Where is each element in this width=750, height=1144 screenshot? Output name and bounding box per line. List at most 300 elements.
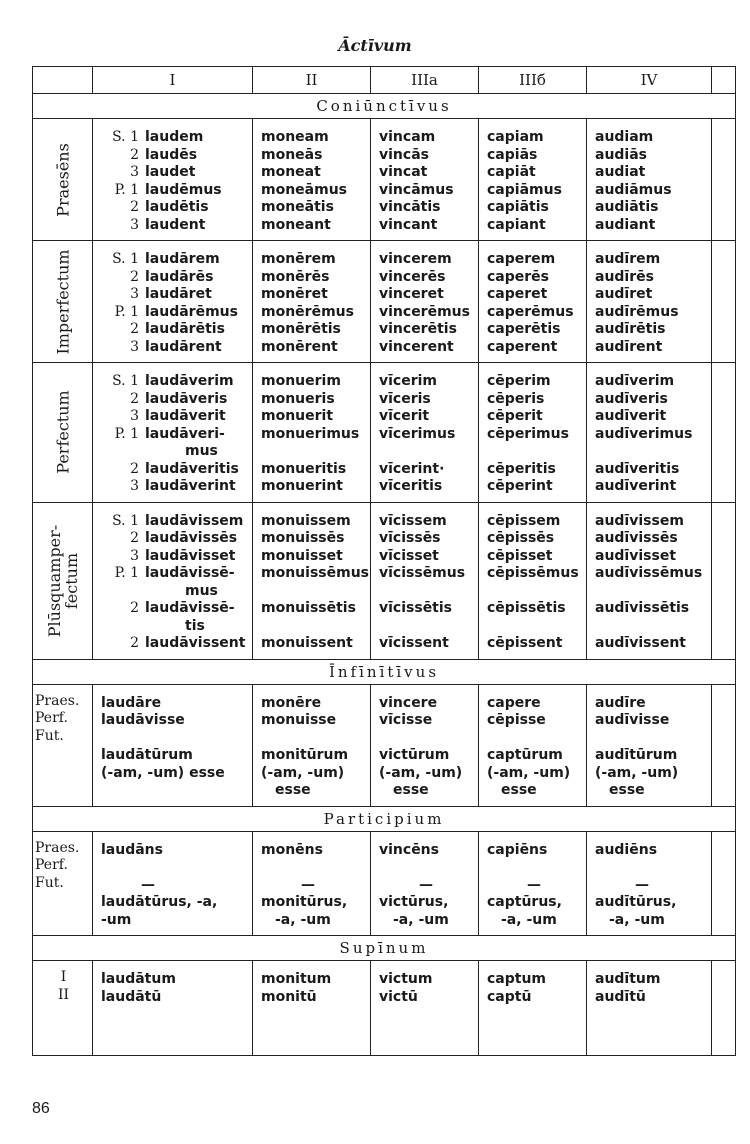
form-line [595, 443, 711, 461]
verb-form: vīcissent [379, 635, 449, 651]
form-line [487, 583, 586, 601]
form-line: laudātū [101, 988, 162, 1005]
verb-form: vīcerim [379, 373, 438, 389]
person-number: 3 [130, 286, 139, 302]
form-line [595, 373, 711, 391]
row-label: Praes. [35, 692, 80, 709]
conjugation-table [32, 66, 736, 1056]
verb-form: laudāverit [145, 408, 226, 424]
form-line: esse [609, 782, 645, 798]
verb-form: laudāvissē- [145, 600, 235, 616]
verb-form: audīverim [595, 373, 675, 389]
verb-form: vincerēs [379, 268, 446, 285]
verb-form: caperēs [487, 268, 549, 285]
form-line: victūrum [379, 747, 450, 763]
verb-form: vīcisset [379, 547, 439, 564]
form-line: -a, -um [609, 911, 665, 928]
verb-form: audiat [595, 164, 646, 180]
verb-form: audiātis [595, 199, 659, 215]
form-line [261, 408, 370, 426]
form-line [261, 321, 370, 339]
verb-form: vīcissētis [379, 600, 453, 616]
verb-form: laudārent [145, 338, 222, 355]
form-line: (-am, -um) [487, 764, 571, 781]
form-line [261, 461, 370, 479]
verb-form: caperētis [487, 321, 561, 337]
verb-form: caperēmus [487, 303, 574, 320]
form-cell [253, 241, 371, 363]
verb-form: vincerent [379, 338, 454, 355]
form-line [261, 565, 370, 583]
form-cell [479, 241, 587, 363]
verb-form: caperet [487, 286, 548, 302]
right-edge-cell [712, 684, 736, 806]
form-line [595, 182, 711, 200]
verb-form: capiāmus [487, 181, 562, 198]
form-line: audītūrus, [595, 894, 677, 910]
table-body [33, 67, 736, 1056]
verb-form: audīverimus [595, 425, 693, 442]
form-line: monuisse [261, 712, 337, 728]
verb-form: vīcissēs [379, 530, 441, 546]
form-line [487, 286, 586, 304]
form-line: monēre [261, 694, 322, 711]
form-line [101, 443, 252, 461]
verb-form: audīrēs [595, 268, 654, 285]
form-line [379, 391, 478, 409]
form-line: — [635, 876, 649, 893]
form-line [261, 583, 370, 601]
form-line [261, 530, 370, 548]
verb-form: laudāvissem [145, 512, 244, 529]
form-line [261, 217, 370, 235]
verb-form: cēperis [487, 390, 545, 407]
form-line: — [301, 876, 315, 893]
form-line [101, 269, 252, 287]
form-line [487, 182, 586, 200]
verb-form: audiās [595, 146, 648, 163]
form-line [487, 321, 586, 339]
verb-form: laudāvissent [145, 635, 246, 651]
form-line [101, 304, 252, 322]
form-line [487, 129, 586, 147]
verb-form: monērēmus [261, 303, 354, 320]
form-line [595, 199, 711, 217]
form-line [379, 182, 478, 200]
verb-form: mus [185, 582, 218, 599]
verb-form: laudāverint [145, 478, 236, 494]
verb-form: moneam [261, 129, 329, 145]
form-line: — [419, 876, 433, 893]
infinitivus-row [33, 684, 736, 806]
verb-form: vincerētis [379, 321, 457, 337]
form-line [487, 217, 586, 235]
form-cell [93, 119, 253, 241]
verb-form: caperem [487, 251, 556, 267]
form-line: vīcisse [379, 712, 433, 728]
form-line: capere [487, 694, 541, 711]
form-line [487, 635, 586, 653]
verb-form: monueris [261, 390, 335, 407]
form-line [261, 426, 370, 444]
person-number: S. 1 [112, 251, 139, 267]
form-line [101, 635, 252, 653]
verb-form: vīcerit [379, 408, 430, 424]
form-line [379, 321, 478, 339]
verb-form: laudāveris [145, 390, 228, 407]
form-line [379, 565, 478, 583]
person-number: 2 [130, 530, 139, 546]
form-line [595, 548, 711, 566]
form-cell [479, 961, 587, 1056]
form-line [487, 443, 586, 461]
conjugation-table-wrapper [32, 66, 735, 1056]
verb-form: audīvissem [595, 512, 684, 529]
form-line [487, 426, 586, 444]
verb-form: monuisset [261, 547, 343, 564]
verb-form: monēret [261, 286, 328, 302]
form-line: victum [379, 971, 433, 987]
form-cell [93, 241, 253, 363]
form-line [261, 443, 370, 461]
form-cell [587, 363, 712, 503]
person-number: 2 [130, 321, 139, 337]
verb-form: cēpissent [487, 635, 563, 651]
verb-form: cēperit [487, 408, 543, 424]
verb-form: laudet [145, 164, 196, 180]
verb-form: monuissēs [261, 530, 345, 546]
form-line: victūrus, [379, 894, 449, 910]
form-line [379, 443, 478, 461]
form-line [595, 618, 711, 636]
form-cell [587, 241, 712, 363]
form-line [595, 391, 711, 409]
tense-row [33, 241, 736, 363]
form-line: cēpisse [487, 712, 546, 728]
verb-form: cēpissēmus [487, 565, 579, 581]
form-cell [371, 961, 479, 1056]
form-line [379, 600, 478, 618]
tense-row [33, 363, 736, 503]
form-cell [587, 119, 712, 241]
form-line [261, 251, 370, 269]
form-line [101, 730, 252, 748]
form-line [261, 730, 370, 748]
form-line: laudāre [101, 694, 162, 711]
section-title: Īnfīnītīvus [33, 659, 736, 684]
verb-form: monērent [261, 338, 338, 355]
form-line [101, 600, 252, 618]
section-title: Participium [33, 806, 736, 831]
form-cell [587, 961, 712, 1056]
form-line [595, 426, 711, 444]
form-line [379, 635, 478, 653]
form-line [379, 618, 478, 636]
form-line: vincēns [379, 841, 439, 858]
form-cell [253, 502, 371, 659]
form-cell [479, 363, 587, 503]
form-line: audītūrum [595, 747, 678, 763]
form-line [487, 461, 586, 479]
form-cell [587, 684, 712, 806]
verb-form: cēperint [487, 478, 553, 494]
verb-form: cēperimus [487, 425, 569, 442]
row-label: Perf. [35, 710, 68, 726]
form-line [261, 286, 370, 304]
form-line: laudāvisse [101, 712, 185, 728]
form-line [379, 426, 478, 444]
form-line [101, 391, 252, 409]
verb-form: laudāvissē- [145, 565, 235, 581]
form-line: esse [275, 782, 311, 798]
verb-form: moneāmus [261, 181, 348, 198]
verb-form: vīceritis [379, 478, 443, 494]
right-edge-cell [712, 961, 736, 1056]
verb-form: audiāmus [595, 181, 672, 198]
person-number: 3 [130, 216, 139, 233]
verb-form: audīveris [595, 390, 668, 407]
form-line [379, 530, 478, 548]
person-number: 3 [130, 478, 139, 494]
form-line [261, 164, 370, 182]
form-line [261, 859, 370, 877]
column-header: IIIб [479, 67, 587, 94]
form-cell [371, 502, 479, 659]
verb-form: audīvisset [595, 547, 677, 564]
form-line [379, 373, 478, 391]
form-line [487, 269, 586, 287]
column-header: IV [587, 67, 712, 94]
form-line [379, 269, 478, 287]
form-line [379, 286, 478, 304]
verb-form: laudārēmus [145, 303, 238, 320]
form-line [595, 583, 711, 601]
verb-form: vincāmus [379, 181, 454, 198]
verb-form: monērēs [261, 268, 330, 285]
right-edge-cell [712, 363, 736, 503]
row-label: II [57, 986, 70, 1003]
form-line [261, 373, 370, 391]
verb-form: monuissem [261, 512, 351, 529]
form-cell [479, 502, 587, 659]
form-line [261, 147, 370, 165]
form-line [487, 164, 586, 182]
form-cell [93, 831, 253, 936]
form-line [101, 565, 252, 583]
form-line [595, 565, 711, 583]
form-line [101, 530, 252, 548]
form-line [101, 478, 252, 496]
section-row [33, 806, 736, 831]
tense-label-text: Plūsquamper- fectum [44, 524, 81, 637]
form-cell [371, 831, 479, 936]
verb-form: capiam [487, 129, 544, 145]
person-number: 2 [130, 268, 139, 285]
form-line [379, 583, 478, 601]
form-line: -a, -um [393, 911, 449, 928]
form-line [101, 408, 252, 426]
form-line [595, 600, 711, 618]
form-cell [371, 119, 479, 241]
tense-label [33, 363, 93, 503]
form-line [379, 478, 478, 496]
header-right-edge [712, 67, 736, 94]
verb-form: audīrent [595, 338, 663, 355]
form-line [595, 217, 711, 235]
form-line [379, 548, 478, 566]
verb-form: vincātis [379, 199, 441, 215]
form-line: captū [487, 988, 532, 1005]
participium-row [33, 831, 736, 936]
verb-form: audīret [595, 286, 653, 302]
verb-form: laudāret [145, 286, 212, 302]
form-line [595, 530, 711, 548]
form-line: — [527, 876, 541, 893]
form-line [101, 164, 252, 182]
form-line: — [141, 876, 155, 893]
verb-form: vincās [379, 146, 429, 163]
form-line [379, 251, 478, 269]
verb-form: cēpisset [487, 547, 553, 564]
row-label: Fut. [35, 874, 64, 891]
verb-form: laudāveritis [145, 460, 239, 477]
header-corner [33, 67, 93, 94]
verb-form: laudāvisset [145, 547, 236, 564]
form-line: (-am, -um) [595, 764, 679, 781]
form-line [261, 513, 370, 531]
verb-form: audīrem [595, 251, 661, 267]
right-edge-cell [712, 241, 736, 363]
verb-form: laudāvissēs [145, 530, 238, 546]
form-line [487, 147, 586, 165]
form-line [487, 391, 586, 409]
verb-form: monuerint [261, 478, 343, 494]
verb-form: monuerimus [261, 425, 360, 442]
form-line [101, 583, 252, 601]
form-line [595, 321, 711, 339]
person-number: S. 1 [112, 512, 139, 529]
verb-form: audiam [595, 129, 654, 145]
form-line [101, 129, 252, 147]
form-line [595, 286, 711, 304]
verb-form: vinceret [379, 286, 444, 302]
form-line [595, 859, 711, 877]
person-number: P. 1 [114, 425, 139, 442]
section-row [33, 94, 736, 119]
form-line [487, 478, 586, 496]
verb-form: monuerim [261, 373, 341, 389]
verb-form: cēpissem [487, 512, 561, 529]
form-line [595, 513, 711, 531]
verb-form: audiant [595, 216, 656, 233]
form-cell [253, 684, 371, 806]
form-line [595, 339, 711, 357]
form-line: -um [101, 911, 132, 928]
form-line [261, 182, 370, 200]
form-line [101, 217, 252, 235]
form-line [595, 635, 711, 653]
form-line [379, 164, 478, 182]
verb-form: audīrēmus [595, 303, 679, 320]
verb-form: moneātis [261, 199, 334, 215]
verb-form: audīrētis [595, 321, 666, 337]
form-line [379, 339, 478, 357]
form-line: -a, -um [501, 911, 557, 928]
form-line [595, 269, 711, 287]
form-line: captum [487, 971, 547, 987]
verb-form: monērem [261, 251, 336, 267]
verb-form: audīvissēmus [595, 565, 703, 581]
form-line: monitum [261, 971, 332, 987]
person-number: 3 [130, 164, 139, 180]
verb-form: audīverit [595, 408, 667, 424]
form-line [595, 251, 711, 269]
form-line [379, 199, 478, 217]
row-label: Praes. [35, 839, 80, 856]
form-line [261, 600, 370, 618]
row-labels [33, 831, 93, 936]
section-row [33, 936, 736, 961]
form-line: victū [379, 988, 418, 1005]
form-line: esse [393, 782, 429, 798]
right-edge-cell [712, 502, 736, 659]
form-line [101, 373, 252, 391]
verb-form: cēperitis [487, 460, 556, 477]
form-line [595, 478, 711, 496]
verb-form: vincerēmus [379, 303, 470, 320]
verb-form: mus [185, 443, 218, 459]
row-label: Perf. [35, 857, 68, 873]
verb-form: laudent [145, 216, 206, 233]
form-cell [371, 363, 479, 503]
form-cell [587, 502, 712, 659]
form-line [487, 408, 586, 426]
verb-form: monuissētis [261, 600, 356, 616]
form-line [261, 199, 370, 217]
form-line [595, 461, 711, 479]
verb-form: tis [185, 617, 205, 634]
row-labels [33, 961, 93, 1056]
verb-form: audīvissent [595, 635, 686, 651]
person-number: 2 [130, 146, 139, 163]
form-line [101, 199, 252, 217]
verb-form: vīceris [379, 390, 431, 407]
verb-form: vīcerint· [379, 460, 445, 477]
form-line [261, 129, 370, 147]
verb-form: vīcissem [379, 512, 447, 529]
verb-form: capiās [487, 146, 538, 163]
form-cell [93, 684, 253, 806]
verb-form: capiāt [487, 164, 536, 180]
verb-form: capiātis [487, 199, 549, 215]
form-line [101, 426, 252, 444]
verb-form: monuissēmus [261, 565, 369, 581]
form-line: monitūrum [261, 747, 349, 763]
form-line [379, 129, 478, 147]
form-line [261, 339, 370, 357]
person-number: S. 1 [112, 129, 139, 145]
form-line [261, 635, 370, 653]
form-line [261, 478, 370, 496]
column-header: II [253, 67, 371, 94]
verb-form: laudēmus [145, 181, 222, 198]
form-line [101, 859, 252, 877]
verb-form: monueritis [261, 460, 347, 477]
form-line: audīre [595, 694, 646, 711]
form-cell [253, 831, 371, 936]
form-line [101, 339, 252, 357]
form-cell [371, 684, 479, 806]
